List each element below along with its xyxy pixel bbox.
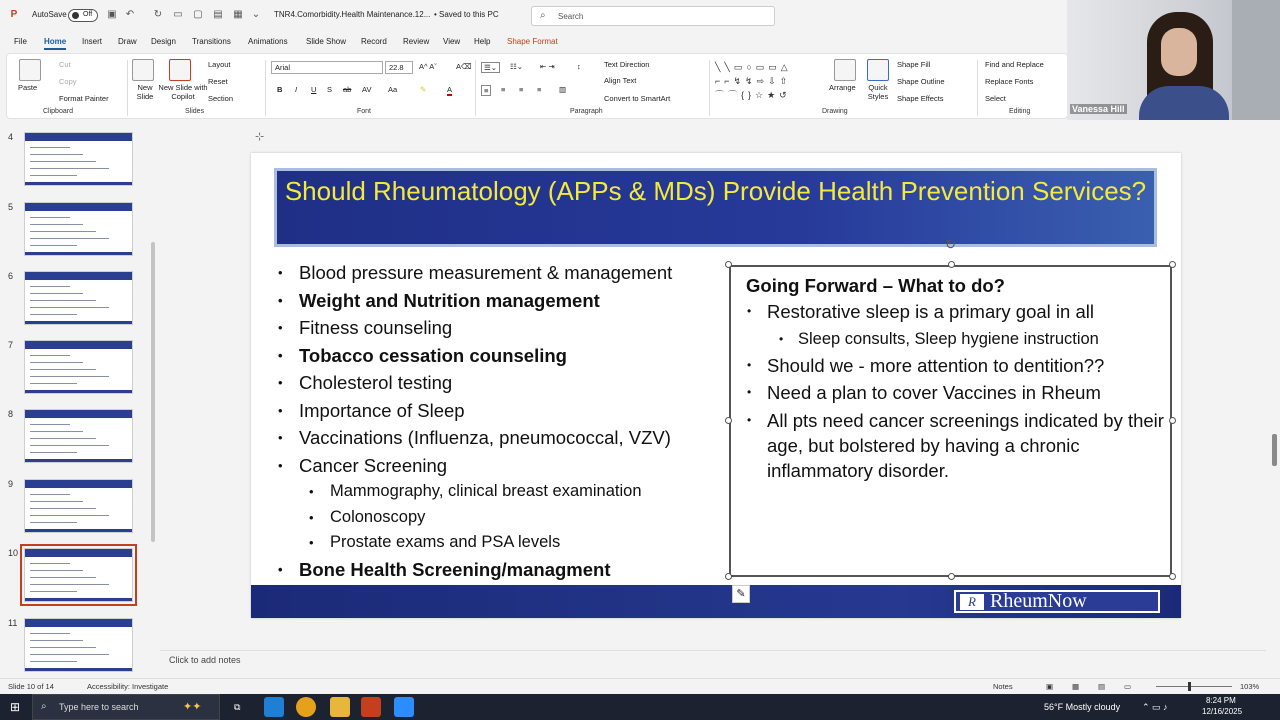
bullet-item: • Cholesterol testing [278,369,748,397]
copilot-icon[interactable] [169,59,191,81]
scroll-thumb[interactable] [1272,434,1277,466]
tab-design[interactable]: Design [151,37,176,46]
thumbnail-line [30,154,83,155]
thumbnail-line [30,147,70,148]
save-icon[interactable]: ▣ [107,9,117,20]
align-left-icon[interactable]: ≡ [481,85,491,96]
font-size-box[interactable]: 22.8 [385,61,413,74]
clipboard-group-label: Clipboard [43,108,73,115]
search-icon: ⌕ [540,10,546,21]
thumbnail-line [30,286,70,287]
weather-status[interactable]: 56°F Mostly cloudy [1044,702,1121,712]
edge-icon[interactable] [264,697,284,717]
highlight-icon[interactable]: ✎ [420,85,427,94]
line-spacing-icon[interactable]: ↕ [577,62,581,71]
thumbnail-footer [25,529,132,532]
customize-qat-icon[interactable]: ⌄ [251,9,261,20]
new-slide-button[interactable]: New Slide [136,83,154,101]
resize-handle[interactable] [725,261,732,268]
thumbnail-line [30,640,83,641]
scroll-thumb[interactable] [151,242,155,542]
bullet-item: • Need a plan to cover Vaccines in Rheum [767,380,1169,405]
drawing-group-label: Drawing [822,108,848,115]
notes-pane[interactable] [160,650,1266,674]
tab-help[interactable]: Help [474,37,491,46]
shape-effects-button[interactable]: Shape Effects [897,94,944,103]
thumbnail-line [30,168,109,169]
align-right-icon[interactable]: ≡ [519,85,524,94]
thumbnail-number: 4 [8,132,14,142]
thumbnail-header [25,133,132,141]
shapes-gallery[interactable]: ╲╲▭○▭▭△ ⌐⌐↯↯⇨⇩⇧ ⌒⌒{}☆★↺ [715,62,792,100]
search-icon: ⌕ [41,701,47,712]
sub-bullet-item: • Sleep consults, Sleep hygiene instruction [798,327,1158,352]
shadow-button[interactable]: S [327,85,333,94]
slide-title-text: Should Rheumatology (APPs & MDs) Provide Health Prevention Services? [284,176,1147,206]
grow-font-icon[interactable]: A^ Aˇ [419,62,437,71]
slide-counter: Slide 10 of 14 [8,682,54,691]
thumbnail-line [30,452,77,453]
thumbnail-line [30,661,77,662]
thumbnail-number: 8 [8,409,14,419]
replace-fonts-button[interactable]: Replace Fonts [985,77,1034,86]
bullet-item: • Restorative sleep is a primary goal in all [767,299,1169,324]
resize-handle[interactable] [948,261,955,268]
thumbnail-line [30,522,77,523]
font-group-label: Font [357,108,372,115]
slide-thumbnail[interactable] [24,340,133,394]
clear-format-icon[interactable]: A⌫ [456,62,472,71]
slide-thumbnail[interactable] [24,409,133,463]
smartart-button[interactable]: Convert to SmartArt [604,94,671,103]
tab-transitions[interactable]: Transitions [192,37,231,46]
resize-handle[interactable] [725,573,732,580]
file-name: TNR4.Comorbidity.Health Maintenance.12... [274,10,431,19]
paragraph-group-label: Paragraph [570,108,603,115]
powerpoint-taskbar-icon[interactable] [361,697,381,717]
slide-thumbnail[interactable] [24,479,133,533]
thumbnail-line [30,362,83,363]
thumbnail-number: 10 [8,548,19,558]
tab-file[interactable]: File [14,37,27,46]
task-view-icon[interactable]: ⧉ [234,702,241,712]
resize-handle[interactable] [1169,261,1176,268]
thumbnail-footer [25,668,132,671]
search-box[interactable] [531,6,775,26]
thumbnail-number: 6 [8,271,14,281]
redo-icon[interactable]: ↻ [153,9,163,20]
presenter-face [1161,28,1197,76]
thumbnail-line [30,647,96,648]
bullet-item: • Vaccinations (Influenza, pneumococcal, VZV) [278,424,748,452]
thumbnail-line [30,300,96,301]
slide-scrollbar[interactable] [1268,122,1280,662]
zoom-app-icon[interactable] [394,697,414,717]
new-slide-copilot-button[interactable]: New Slide with Copilot [158,83,208,101]
bullet-item: • Importance of Sleep [278,397,748,425]
thumbnail-line [30,577,96,578]
thumbnail-line [30,293,83,294]
format-painter-button[interactable]: Format Painter [59,94,109,103]
slides-group-label: Slides [185,108,205,115]
section-button[interactable]: Section [208,94,234,103]
change-case-button[interactable]: Aa [388,85,398,94]
thumbnail-line [30,570,83,571]
zoom-slider-thumb[interactable] [1188,682,1191,691]
thumbnail-line [30,654,109,655]
thumbnail-line [30,314,77,315]
layout-button[interactable]: Layout [208,60,231,69]
thumbnail-line [30,224,83,225]
thumbnail-footer [25,390,132,393]
rheumnow-logo [954,590,1160,613]
autosave-toggle[interactable] [68,9,98,22]
thumbnail-header [25,203,132,211]
slideshow-view-icon[interactable]: ▭ [1124,682,1132,691]
webcam-door [1232,0,1280,120]
thumbnail-number: 5 [8,202,14,212]
new-slide-icon[interactable] [132,59,154,81]
search-placeholder: Search [558,12,584,21]
italic-button[interactable]: I [295,85,298,94]
thumbnail-number: 7 [8,340,14,350]
shape-fill-button[interactable]: Shape Fill [897,60,931,69]
thumbnails-scrollbar[interactable] [150,122,156,678]
thumbnail-line [30,494,70,495]
thumbnail-line [30,515,109,516]
zoom-level[interactable]: 103% [1240,682,1260,691]
thumbnail-line [30,231,96,232]
thumbnail-line [30,217,70,218]
print-icon[interactable]: ▦ [233,9,243,20]
tab-review[interactable]: Review [403,37,430,46]
tab-view[interactable]: View [443,37,461,46]
indent-icon[interactable]: ⇤ ⇥ [540,62,555,71]
resize-handle[interactable] [1169,573,1176,580]
slide-thumbnail[interactable] [24,132,133,186]
thumbnail-footer [25,598,132,601]
tab-home[interactable]: Home [44,37,67,46]
design-ideas-icon[interactable]: ✎ [732,585,750,603]
notes-placeholder: Click to add notes [169,655,241,665]
taskbar-search-placeholder: Type here to search [59,702,139,712]
going-forward-textbox[interactable] [729,265,1172,577]
strikethrough-button[interactable]: ab [343,85,352,94]
zoom-slider[interactable] [1156,686,1232,687]
undo-icon[interactable]: ↶ [125,9,135,20]
bullet-item: • Tobacco cessation counseling [278,342,748,370]
box-heading: Going Forward – What to do? [746,275,1005,296]
thumbnail-line [30,633,70,634]
thumbnail-line [30,563,70,564]
layout-options-icon[interactable]: ⊹ [255,131,265,143]
align-center-icon[interactable]: ≡ [501,85,506,94]
slide-thumbnail[interactable] [24,548,133,602]
bullets-icon[interactable]: ☰⌄ [481,62,500,73]
columns-icon[interactable]: ▥ [559,85,567,94]
thumbnail-header [25,619,132,627]
autosave-state: Off [83,11,93,18]
resize-handle[interactable] [725,417,732,424]
reading-view-icon[interactable]: ▤ [1098,682,1106,691]
normal-view-icon[interactable]: ▣ [1046,682,1054,691]
slide-footer-band [251,585,1181,618]
bullet-item: • Blood pressure measurement & management [278,259,748,287]
thumbnail-line [30,508,96,509]
slide-thumbnail[interactable] [24,271,133,325]
clock-time[interactable]: 8:24 PM [1206,696,1236,705]
bullet-item: • Weight and Nutrition management [278,287,748,315]
bullet-item: • Should we - more attention to dentition?? [767,353,1169,378]
divider [475,60,476,116]
ribbon [6,53,1068,119]
slide-sorter-icon[interactable]: ▦ [1072,682,1080,691]
thumbnail-line [30,438,96,439]
tab-draw[interactable]: Draw [118,37,137,46]
sub-bullet-item: • Prostate exams and PSA levels [278,530,748,556]
thumbnail-line [30,584,109,585]
spacing-button[interactable]: AV [362,85,372,94]
tray-icons[interactable]: ⌃ ▭ ♪ [1142,702,1168,712]
thumbnail-number: 11 [8,618,18,628]
left-bullet-list[interactable] [278,259,748,583]
thumbnail-line [30,383,77,384]
select-button[interactable]: Select [985,94,1006,103]
thumbnail-line [30,238,109,239]
windows-taskbar [0,694,1280,720]
ribbon-tabs [0,34,1070,52]
new-icon[interactable]: ▢ [193,9,203,20]
bullet-item: • All pts need cancer screenings indicated by their age, but bolstered by having a chronic inflammatory disorder. [767,408,1169,483]
thumbnail-line [30,591,77,592]
rheumnow-logo-mark: R [960,594,984,610]
open-icon[interactable]: ▤ [213,9,223,20]
thumbnail-footer [25,252,132,255]
presenter-shirt [1139,86,1229,120]
status-bar [0,678,1280,694]
quick-styles-button[interactable]: Quick Styles [867,83,889,101]
present-icon[interactable]: ▭ [173,9,183,20]
font-name-box[interactable]: Arial [271,61,383,74]
shape-outline-button[interactable]: Shape Outline [897,77,945,86]
thumbnail-line [30,376,109,377]
divider [709,60,710,116]
thumbnail-line [30,307,109,308]
thumbnail-line [30,355,70,356]
font-color-icon[interactable]: A [447,85,453,94]
thumbnail-header [25,410,132,418]
resize-handle[interactable] [1169,417,1176,424]
slide-thumbnail[interactable] [24,202,133,256]
thumbnail-footer [25,459,132,462]
thumbnail-header [25,272,132,280]
thumbnail-number: 9 [8,479,14,489]
search-highlight-icon: ✦✦ [183,701,202,713]
tab-record[interactable]: Record [361,37,387,46]
thumbnail-line [30,161,96,162]
windows-start-icon[interactable]: ⊞ [10,700,21,714]
slide-title[interactable] [274,168,1157,247]
thumbnail-line [30,431,83,432]
rheumnow-logo-text: RheumNow [990,590,1087,612]
chrome-icon[interactable] [296,697,316,717]
bullet-item: • Bone Health Screening/managment [278,556,748,584]
bold-button[interactable]: B [277,85,283,94]
taskbar-search[interactable] [32,694,220,720]
slide-canvas[interactable] [251,153,1181,618]
thumbnail-footer [25,321,132,324]
align-text-button[interactable]: Align Text [604,76,637,85]
tab-insert[interactable]: Insert [82,37,103,46]
editing-group-label: Editing [1009,108,1031,115]
bullet-item: • Fitness counseling [278,314,748,342]
tab-shape-format[interactable]: Shape Format [507,37,558,46]
autosave-label: AutoSave [32,10,67,19]
webcam-overlay [1067,0,1280,120]
arrange-button[interactable]: Arrange [829,83,856,92]
cut-button[interactable]: Cut [59,60,71,69]
rotate-handle-icon[interactable]: ↻ [945,237,956,252]
divider [265,60,266,116]
thumbnail-line [30,445,109,446]
divider [977,60,978,116]
sub-bullet-item: • Mammography, clinical breast examination [278,479,748,505]
clock-date[interactable]: 12/16/2025 [1202,707,1243,716]
thumbnail-header [25,341,132,349]
slide-thumbnails-pane [0,122,160,678]
notes-toggle[interactable]: Notes [993,682,1013,691]
bullet-item: • Cancer Screening [278,452,748,480]
copy-button[interactable]: Copy [59,77,77,86]
slide-thumbnail[interactable] [24,618,133,672]
arrange-icon[interactable] [834,59,856,81]
thumbnail-header [25,549,132,557]
presenter-name: Vanessa Hill [1072,104,1125,114]
divider [127,60,128,116]
paste-icon[interactable] [19,59,41,81]
file-explorer-icon[interactable] [330,697,350,717]
thumbnail-header [25,480,132,488]
thumbnail-line [30,369,96,370]
paste-button[interactable]: Paste [18,83,38,92]
accessibility-status[interactable]: Accessibility: Investigate [87,682,169,691]
thumbnail-line [30,175,77,176]
justify-icon[interactable]: ≡ [537,85,542,94]
reset-button[interactable]: Reset [208,77,228,86]
thumbnail-line [30,501,83,502]
thumbnail-line [30,424,70,425]
powerpoint-logo-icon: P [10,9,18,20]
find-replace-button[interactable]: Find and Replace [985,60,1044,69]
sub-bullet-item: • Colonoscopy [278,505,748,531]
thumbnail-footer [25,182,132,185]
numbering-icon[interactable]: ☷⌄ [510,62,524,71]
text-direction-button[interactable]: Text Direction [604,60,650,69]
saved-status[interactable]: • Saved to this PC [434,10,499,19]
quick-styles-icon[interactable] [867,59,889,81]
thumbnail-line [30,245,77,246]
underline-button[interactable]: U [311,85,317,94]
resize-handle[interactable] [948,573,955,580]
tab-slide-show[interactable]: Slide Show [306,37,347,46]
tab-animations[interactable]: Animations [248,37,288,46]
